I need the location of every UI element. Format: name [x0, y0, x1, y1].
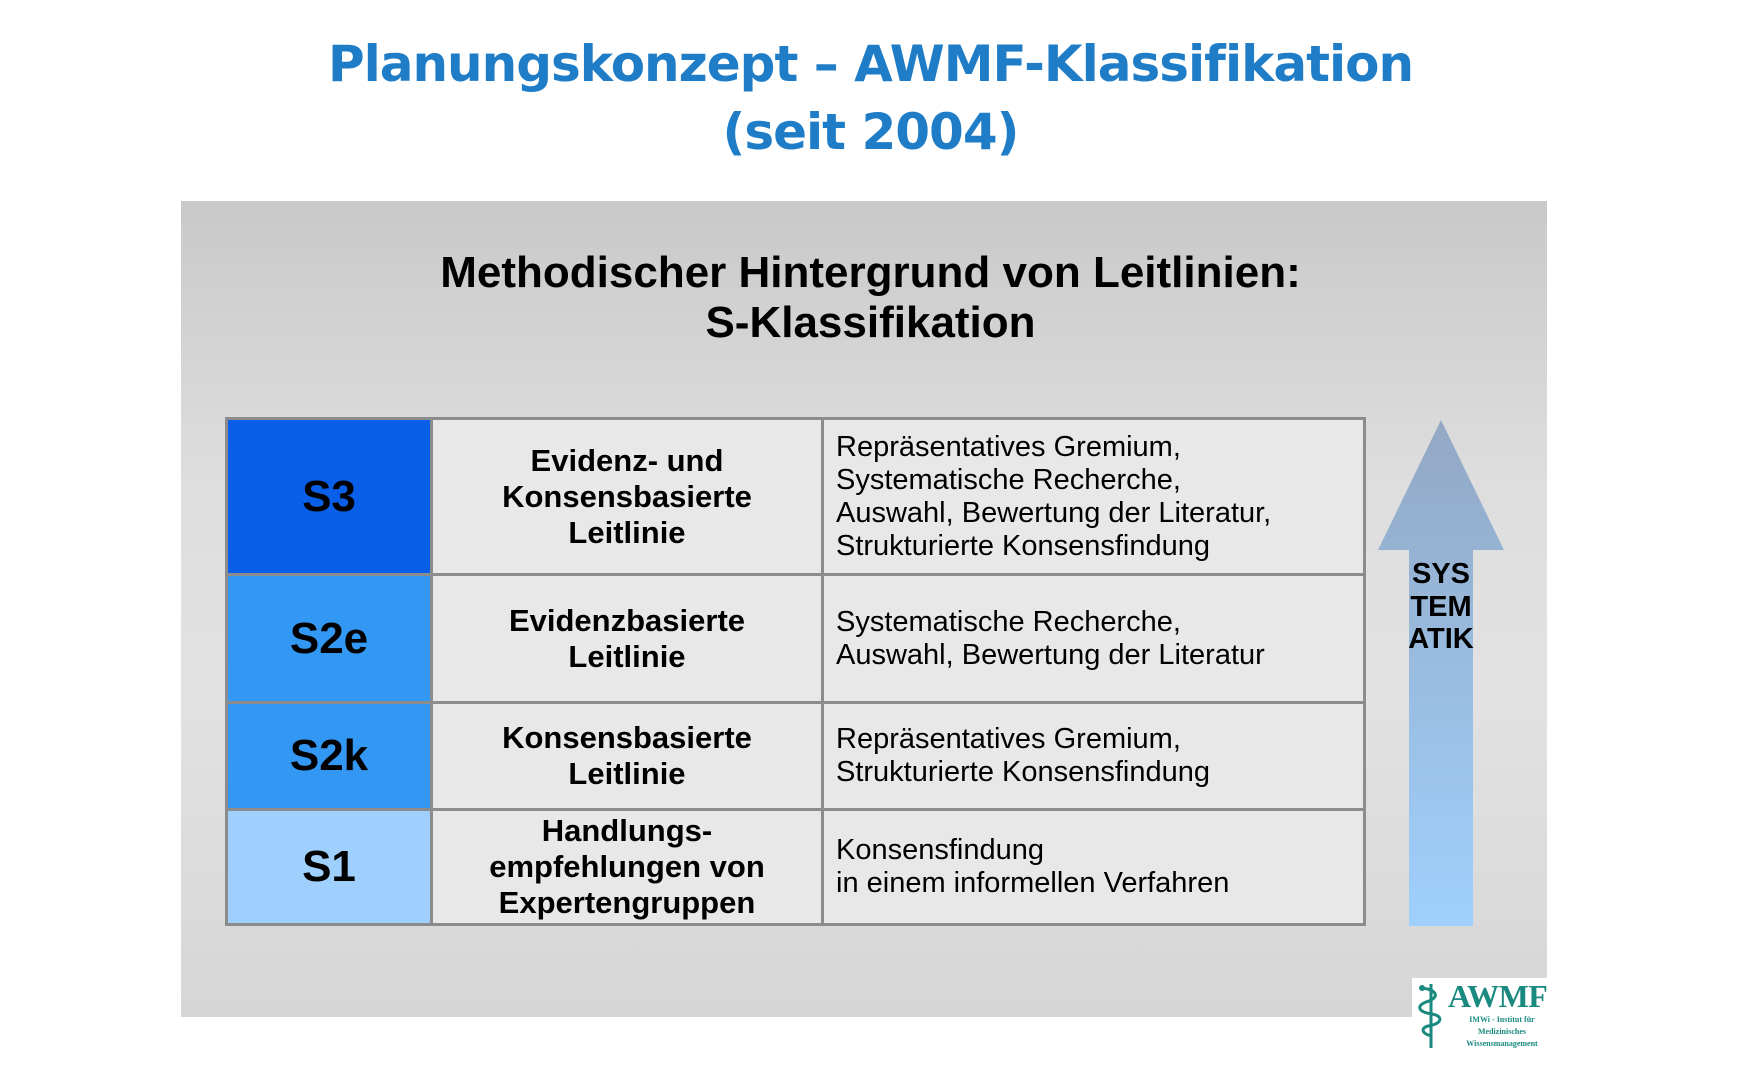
level-cell: S2k: [228, 704, 433, 808]
systematik-label: SYSTEMATIK: [1408, 558, 1474, 655]
awmf-logo: [1412, 978, 1554, 1052]
table-row-s1: [228, 808, 1363, 923]
panel-heading-line2: S-Klassifikation: [705, 298, 1036, 347]
panel-heading-line1: Methodischer Hintergrund von Leitlinien:: [440, 248, 1301, 297]
guideline-type-cell: Evidenz- und Konsensbasierte Leitlinie: [433, 420, 824, 573]
logo-text: AWMF: [1448, 978, 1548, 1014]
guideline-type-cell: Evidenzbasierte Leitlinie: [433, 576, 824, 701]
description-cell: Systematische Recherche, Auswahl, Bewertung der Literatur: [824, 576, 1363, 701]
level-cell: S3: [228, 420, 433, 573]
description-cell: Repräsentatives Gremium, Systematische Recherche, Auswahl, Bewertung der Literatur, Strukturierte Konsensfindung: [824, 420, 1363, 573]
level-cell: S1: [228, 811, 433, 923]
level-cell: S2e: [228, 576, 433, 701]
classification-table: [225, 417, 1366, 926]
logo-subtitle: IMWi - Institut für Medizinisches Wissensmanagement: [1466, 1015, 1538, 1048]
guideline-type-cell: Handlungs- empfehlungen von Expertengruppen: [433, 811, 824, 923]
table-row-s3: [228, 420, 1363, 573]
panel-heading: [0, 248, 1741, 348]
caduceus-icon: [1414, 980, 1448, 1050]
description-cell: Konsensfindung in einem informellen Verfahren: [824, 811, 1363, 923]
table-row-s2k: [228, 701, 1363, 808]
page-title-line2: (seit 2004): [722, 103, 1019, 161]
description-cell: Repräsentatives Gremium, Strukturierte Konsensfindung: [824, 704, 1363, 808]
page-title-line1: Planungskonzept – AWMF-Klassifikation: [327, 35, 1414, 93]
systematik-arrow-icon: [1378, 420, 1504, 926]
page-title: [0, 30, 1741, 166]
table-row-s2e: [228, 573, 1363, 701]
guideline-type-cell: Konsensbasierte Leitlinie: [433, 704, 824, 808]
